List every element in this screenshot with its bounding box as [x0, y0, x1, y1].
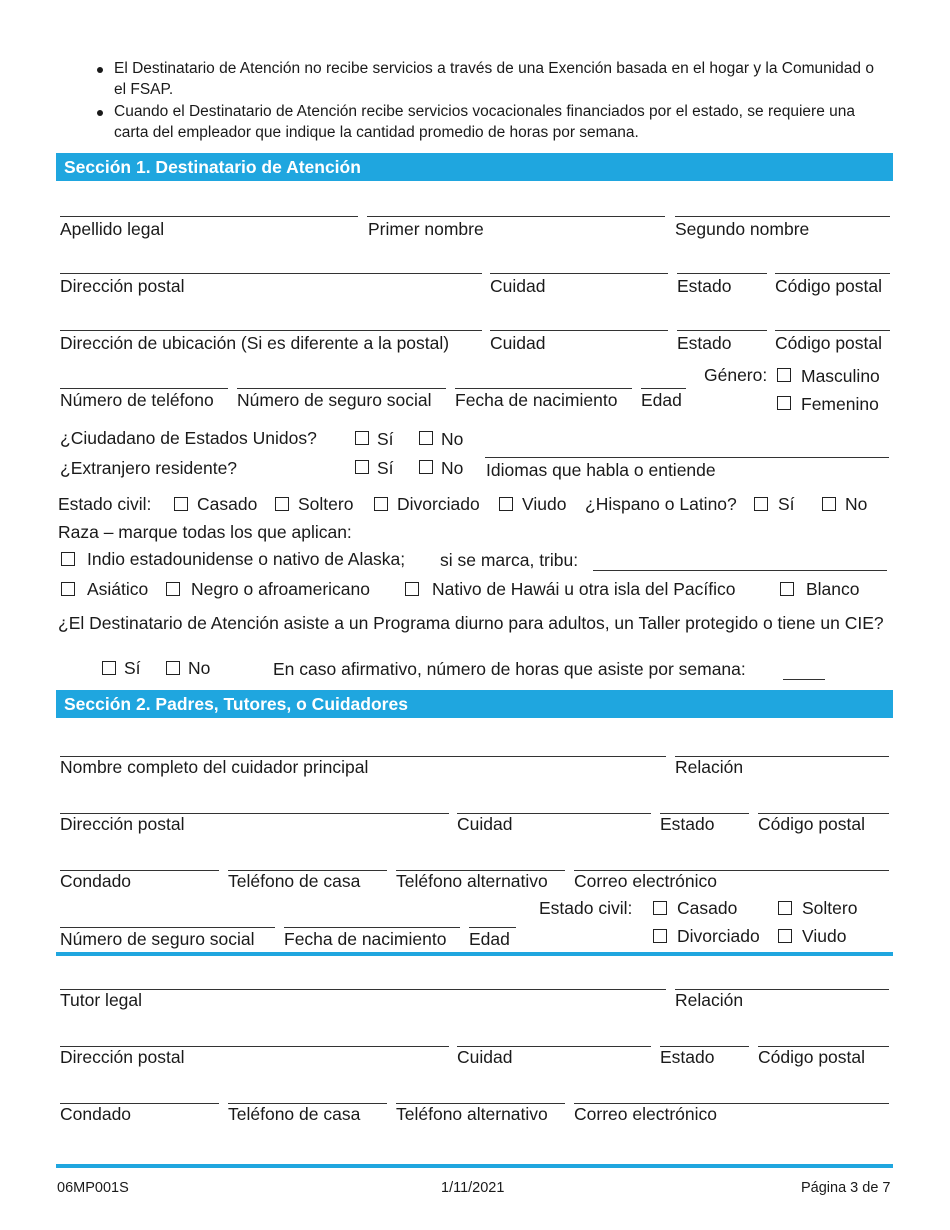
- edad-field[interactable]: [469, 927, 516, 928]
- condado-label: Condado: [60, 871, 132, 891]
- tribu-label: si se marca, tribu:: [440, 550, 579, 570]
- programa-question: ¿El Destinatario de Atención asiste a un Programa diurno para adultos, un Taller protegido o tiene un CIE?: [58, 613, 884, 633]
- codigo-postal-label: Código postal: [758, 1047, 866, 1067]
- hispano-si-checkbox[interactable]: [754, 497, 768, 511]
- casado-checkbox[interactable]: [653, 901, 667, 915]
- condado-label: Condado: [60, 1104, 132, 1124]
- indio-checkbox[interactable]: [61, 552, 75, 566]
- telefono-field[interactable]: [60, 388, 228, 389]
- estado-label: Estado: [660, 1047, 715, 1067]
- programa-si-checkbox[interactable]: [102, 661, 116, 675]
- tel-alt-label: Teléfono alternativo: [396, 871, 548, 891]
- hispano-si-label: Sí: [778, 494, 795, 514]
- tel-alt-label: Teléfono alternativo: [396, 1104, 548, 1124]
- page-number: Página 3 de 7: [801, 1180, 891, 1196]
- bullet-text-1: El Destinatario de Atención no recibe servicios a través de una Exención basada en el hogar y la Comunidad o el FSAP.: [114, 60, 874, 98]
- idiomas-field[interactable]: [485, 457, 889, 458]
- edad-label: Edad: [469, 929, 510, 949]
- programa-no-label: No: [188, 658, 211, 678]
- bullet-text-2: Cuando el Destinatario de Atención recibe servicios vocacionales financiados por el estado, se requiere una carta del empleador que indique la cantidad promedio de horas por semana.: [114, 103, 856, 141]
- relacion-label: Relación: [675, 990, 744, 1010]
- masculino-checkbox[interactable]: [777, 368, 791, 382]
- casado-label: Casado: [197, 494, 258, 514]
- extranjero-no-label: No: [441, 458, 464, 478]
- apellido-field[interactable]: [60, 216, 358, 217]
- codigo-postal-label: Código postal: [775, 333, 883, 353]
- dir-ubicacion-field[interactable]: [60, 330, 482, 331]
- soltero-checkbox[interactable]: [275, 497, 289, 511]
- section-1-header: [56, 153, 893, 181]
- ciudadano-label: ¿Ciudadano de Estados Unidos?: [60, 428, 317, 448]
- estado-civil-label: Estado civil:: [539, 898, 633, 918]
- extranjero-si-label: Sí: [377, 458, 394, 478]
- correo-label: Correo electrónico: [574, 871, 717, 891]
- horas-label: En caso afirmativo, número de horas que asiste por semana:: [273, 659, 746, 679]
- divider: [56, 952, 893, 956]
- seguro-label: Número de seguro social: [60, 929, 255, 949]
- viudo-label: Viudo: [802, 926, 847, 946]
- genero-label: Género:: [704, 365, 768, 385]
- estado-field[interactable]: [677, 273, 767, 274]
- codigo-postal-label: Código postal: [775, 276, 883, 296]
- edad-field[interactable]: [641, 388, 686, 389]
- estado-label: Estado: [660, 814, 715, 834]
- extranjero-si-checkbox[interactable]: [355, 460, 369, 474]
- ciudadano-si-checkbox[interactable]: [355, 431, 369, 445]
- codigo-postal-label: Código postal: [758, 814, 866, 834]
- section-1-title: Sección 1. Destinatario de Atención: [64, 157, 361, 177]
- nombre-cuidador-label: Nombre completo del cuidador principal: [60, 757, 369, 777]
- soltero-checkbox[interactable]: [778, 901, 792, 915]
- dir-postal-label: Dirección postal: [60, 1047, 185, 1067]
- extranjero-label: ¿Extranjero residente?: [60, 458, 238, 478]
- dir-postal-label: Dirección postal: [60, 814, 185, 834]
- cuidad-field[interactable]: [490, 330, 668, 331]
- dir-postal-label: Dirección postal: [60, 276, 185, 296]
- nacimiento-label: Fecha de nacimiento: [455, 390, 618, 410]
- hawai-label: Nativo de Hawái u otra isla del Pacífico: [432, 579, 736, 599]
- estado-label: Estado: [677, 333, 732, 353]
- cuidad-label: Cuidad: [457, 814, 513, 834]
- viudo-label: Viudo: [522, 494, 567, 514]
- form-date: 1/11/2021: [441, 1180, 505, 1196]
- idiomas-label: Idiomas que habla o entiende: [486, 460, 716, 480]
- programa-si-label: Sí: [124, 658, 141, 678]
- cuidad-label: Cuidad: [490, 333, 546, 353]
- soltero-label: Soltero: [298, 494, 354, 514]
- extranjero-no-checkbox[interactable]: [419, 460, 433, 474]
- edad-label: Edad: [641, 390, 682, 410]
- hispano-no-checkbox[interactable]: [822, 497, 836, 511]
- estado-label: Estado: [677, 276, 732, 296]
- apellido-label: Apellido legal: [60, 219, 165, 239]
- ciudadano-no-label: No: [441, 429, 464, 449]
- hispano-no-label: No: [845, 494, 868, 514]
- seguro-label: Número de seguro social: [237, 390, 432, 410]
- relacion-label: Relación: [675, 757, 744, 777]
- codigo-postal-field[interactable]: [775, 330, 890, 331]
- form-code: 06MP001S: [57, 1180, 129, 1196]
- seguro-field[interactable]: [237, 388, 446, 389]
- casado-checkbox[interactable]: [174, 497, 188, 511]
- indio-label: Indio estadounidense o nativo de Alaska;: [87, 549, 406, 569]
- divorciado-label: Divorciado: [397, 494, 480, 514]
- horas-field[interactable]: [783, 679, 825, 680]
- seguro-field[interactable]: [60, 927, 275, 928]
- blanco-label: Blanco: [806, 579, 860, 599]
- hawai-checkbox[interactable]: [405, 582, 419, 596]
- nacimiento-label: Fecha de nacimiento: [284, 929, 447, 949]
- negro-checkbox[interactable]: [166, 582, 180, 596]
- tel-casa-label: Teléfono de casa: [228, 871, 361, 891]
- estado-field[interactable]: [677, 330, 767, 331]
- negro-label: Negro o afroamericano: [191, 579, 370, 599]
- viudo-checkbox[interactable]: [778, 929, 792, 943]
- viudo-checkbox[interactable]: [499, 497, 513, 511]
- nacimiento-field[interactable]: [284, 927, 460, 928]
- primer-nombre-label: Primer nombre: [368, 219, 484, 239]
- femenino-checkbox[interactable]: [777, 396, 791, 410]
- primer-nombre-field[interactable]: [367, 216, 665, 217]
- nacimiento-field[interactable]: [455, 388, 632, 389]
- dir-ubicacion-label: Dirección de ubicación (Si es diferente a la postal): [60, 333, 450, 353]
- tutor-legal-label: Tutor legal: [60, 990, 143, 1010]
- codigo-postal-field[interactable]: [775, 273, 890, 274]
- estado-civil-label: Estado civil:: [58, 494, 152, 514]
- section-2-title: Sección 2. Padres, Tutores, o Cuidadores: [64, 694, 408, 714]
- tel-casa-label: Teléfono de casa: [228, 1104, 361, 1124]
- cuidad-label: Cuidad: [457, 1047, 513, 1067]
- bullet-dot: [97, 110, 103, 116]
- section-2-header: [56, 690, 893, 718]
- dir-postal-field[interactable]: [60, 273, 482, 274]
- divorciado-checkbox[interactable]: [653, 929, 667, 943]
- correo-label: Correo electrónico: [574, 1104, 717, 1124]
- divorciado-label: Divorciado: [677, 926, 760, 946]
- casado-label: Casado: [677, 898, 738, 918]
- footer-rule: [56, 1164, 893, 1168]
- segundo-nombre-field[interactable]: [675, 216, 890, 217]
- ciudadano-no-checkbox[interactable]: [419, 431, 433, 445]
- femenino-label: Femenino: [801, 394, 879, 414]
- raza-label: Raza – marque todas los que aplican:: [58, 522, 352, 542]
- ciudadano-si-label: Sí: [377, 429, 394, 449]
- telefono-label: Número de teléfono: [60, 390, 214, 410]
- cuidad-field[interactable]: [490, 273, 668, 274]
- bullet-dot: [97, 67, 103, 73]
- masculino-label: Masculino: [801, 366, 880, 386]
- divorciado-checkbox[interactable]: [374, 497, 388, 511]
- tribu-field[interactable]: [593, 570, 887, 571]
- tutor-legal-field[interactable]: [60, 989, 666, 990]
- asiatico-checkbox[interactable]: [61, 582, 75, 596]
- segundo-nombre-label: Segundo nombre: [675, 219, 810, 239]
- hispano-label: ¿Hispano o Latino?: [585, 494, 737, 514]
- cuidad-label: Cuidad: [490, 276, 546, 296]
- asiatico-label: Asiático: [87, 579, 149, 599]
- blanco-checkbox[interactable]: [780, 582, 794, 596]
- programa-no-checkbox[interactable]: [166, 661, 180, 675]
- soltero-label: Soltero: [802, 898, 858, 918]
